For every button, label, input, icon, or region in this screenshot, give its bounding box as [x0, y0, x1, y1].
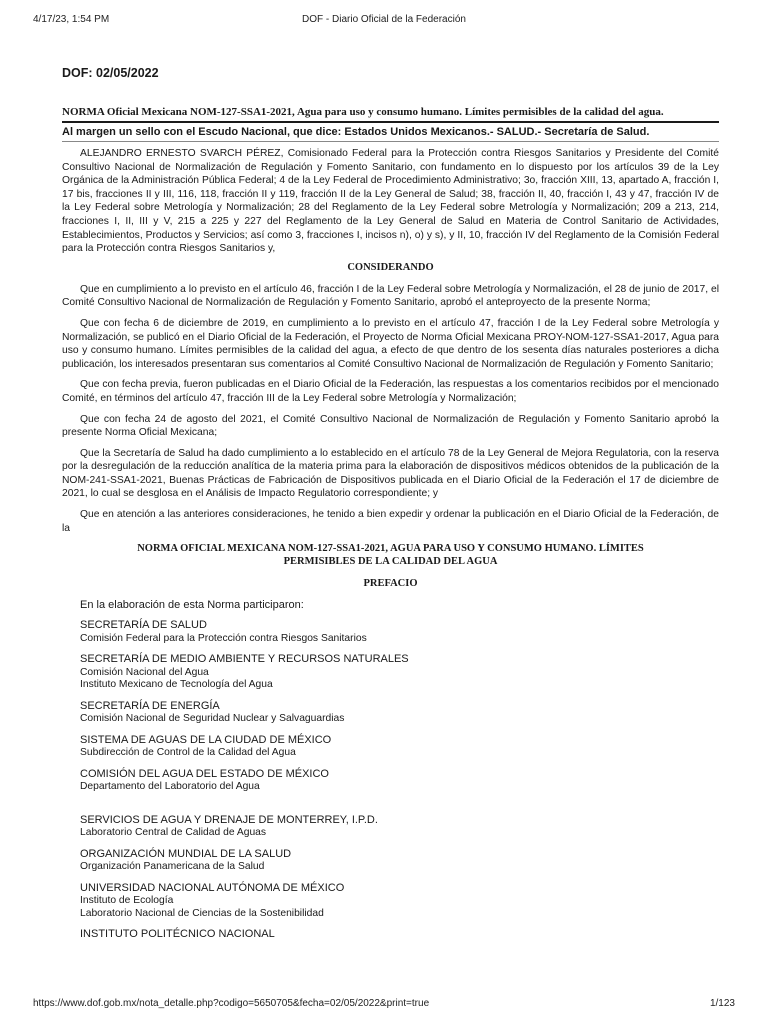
considerando-paragraph: Que la Secretaría de Salud ha dado cumplimiento a lo establecido en el artículo 78 de la Ley General de Mejora Regulatoria, con la reserva por la desregulación de la reducción analítica de la materia prima para la elaboración de dispositivos médicos obtenidos de la publicación de la NOM-241-SSA1-2021, Buenas Prácticas de Fabricación de Dispositivos publicada en el Diario Oficial de la Federación el 17 de diciembre de 2021, lo cual se desglosa en el Análisis de Impacto Regulatorio correspondiente; y [62, 447, 719, 500]
considerando-paragraph: Que con fecha previa, fueron publicadas en el Diario Oficial de la Federación, las respuestas a los comentarios recibidos por el mencionado Comité, en términos del artículo 47, fracción III de la Ley Federal sobre Metrología y Normalización; [62, 379, 719, 404]
participant-name: COMISIÓN DEL AGUA DEL ESTADO DE MÉXICO [80, 767, 329, 780]
norma-heading [62, 542, 719, 568]
participant-name: UNIVERSIDAD NACIONAL AUTÓNOMA DE MÉXICO [80, 881, 345, 894]
participant-entry [80, 768, 719, 794]
norma-heading-line: PERMISIBLES DE LA CALIDAD DEL AGUA [283, 556, 498, 568]
considerando-heading: CONSIDERANDO [347, 261, 434, 273]
participant-entry [80, 653, 719, 692]
prefacio-heading: PREFACIO [363, 578, 418, 590]
participant-name: INSTITUTO POLITÉCNICO NACIONAL [80, 928, 275, 941]
considerando-paragraph: Que en cumplimiento a lo previsto en el artículo 46, fracción I de la Ley Federal sobre Metrología y Normalización, el 28 de junio de 2017, el Comité Consultivo Nacional de Normalización de Regulación y Fomento Sanitario, aprobó el anteproyecto de la presente Norma; [62, 283, 719, 309]
participant-entry [80, 928, 719, 942]
page-url-link[interactable]: https://www.dof.gob.mx/nota_detalle.php?codigo=5650705&fecha=02/05/2022&print=true [33, 998, 430, 1009]
participant-sub: Subdirección de Control de la Calidad del Agua [80, 747, 296, 759]
print-footer [33, 998, 735, 1012]
participant-name: SECRETARÍA DE SALUD [80, 619, 207, 632]
participant-name: SISTEMA DE AGUAS DE LA CIUDAD DE MÉXICO [80, 733, 332, 746]
norma-heading-line: NORMA OFICIAL MEXICANA NOM-127-SSA1-2021, AGUA PARA USO Y CONSUMO HUMANO. LÍMITES [137, 543, 644, 555]
page-indicator: 1/123 [709, 998, 735, 1009]
print-page-title: DOF - Diario Oficial de la Federación [302, 14, 466, 25]
participant-entry [80, 700, 719, 726]
dof-date: DOF: 02/05/2022 [62, 66, 159, 80]
document-body [62, 66, 719, 950]
participant-sub: Comisión Nacional de Seguridad Nuclear y Salvaguardias [80, 713, 345, 725]
participant-sub: Instituto Mexicano de Tecnología del Agua [80, 679, 273, 691]
participant-name: SERVICIOS DE AGUA Y DRENAJE DE MONTERREY, I.P.D. [80, 813, 378, 826]
participant-sub: Laboratorio Central de Calidad de Aguas [80, 827, 267, 839]
participant-entry [80, 734, 719, 760]
participant-sub: Laboratorio Nacional de Ciencias de la Sostenibilidad [80, 907, 324, 919]
participant-sub: Comisión Nacional del Agua [80, 666, 209, 678]
print-header [33, 14, 735, 28]
participant-name: SECRETARÍA DE ENERGÍA [80, 699, 220, 712]
participant-sub: Comisión Federal para la Protección contra Riesgos Sanitarios [80, 632, 367, 644]
considerando-paragraph: Que con fecha 6 de diciembre de 2019, en cumplimiento a lo previsto en el artículo 47, fracción I de la Ley Federal sobre Metrología y Normalización, se publicó en el Diario Oficial de la Federación, el Proyecto de Norma Oficial Mexicana PROY-NOM-127-SSA1-2017, Agua para uso y consumo humano. Límites permisibles de la calidad del agua, a efecto de que dentro de los sesenta días naturales posteriores a dicha publicación, los interesados presentaran sus comentarios al Comité Consultivo Nacional de Normalización de Regulación y Fomento Sanitario; [62, 317, 719, 370]
participant-entry [80, 814, 719, 840]
participant-sub: Departamento del Laboratorio del Agua [80, 781, 260, 793]
norma-title: NORMA Oficial Mexicana NOM-127-SSA1-2021, Agua para uso y consumo humano. Límites permisibles de la calidad del agua. [62, 106, 719, 123]
participant-entry [80, 882, 719, 921]
participant-entry [80, 619, 719, 645]
intro-paragraph: ALEJANDRO ERNESTO SVARCH PÉREZ, Comisionado Federal para la Protección contra Riesgos Sanitarios y Presidente del Comité Consultivo Nacional de Normalización de Regulación y Fomento Sanitario, con fundamento en lo dispuesto por los artículos 39 de la Ley Orgánica de la Administración Pública Federal; 4 de la Ley Federal de Procedimiento Administrativo; 3o, fracción XIII, 13, apartado A, fracción I, 17 bis, fracciones II y III, 116, 118, fracción II y 119, fracción II de la Ley General de Salud; 38, fracción II, 40, fracción I, 43 y 47, fracción IV de la Ley Federal sobre Metrología y Normalización; 28 del Reglamento de la Ley Federal sobre Metrología y Normalización; 209 a 213, 214, fracciones I, II, III y V, 215 a 225 y 227 del Reglamento de la Ley General de Salud en Materia de Control Sanitario de Actividades, Establecimientos, Productos y Servicios; así como 3, fracciones I, incisos n), o) y s), y II, 10, fracción IV del Reglamento de la Comisión Federal para la Protección contra Riesgos Sanitarios y, [62, 148, 719, 255]
participant-entry [80, 848, 719, 874]
participant-sub: Instituto de Ecología [80, 895, 174, 907]
participant-name: ORGANIZACIÓN MUNDIAL DE LA SALUD [80, 847, 292, 860]
considerando-paragraph: Que en atención a las anteriores consideraciones, he tenido a bien expedir y ordenar la publicación en el Diario Oficial de la Federación, de la [62, 509, 719, 534]
margin-note: Al margen un sello con el Escudo Nacional, que dice: Estados Unidos Mexicanos.- SALUD.- Secretaría de Salud. [62, 123, 719, 142]
participant-name: SECRETARÍA DE MEDIO AMBIENTE Y RECURSOS NATURALES [80, 653, 409, 666]
participant-sub: Organización Panamericana de la Salud [80, 861, 265, 873]
considerando-paragraph: Que con fecha 24 de agosto del 2021, el Comité Consultivo Nacional de Normalización de Regulación y Fomento Sanitario aprobó la presente Norma Oficial Mexicana; [62, 413, 719, 439]
print-datetime: 4/17/23, 1:54 PM [33, 14, 110, 25]
participants-intro: En la elaboración de esta Norma participaron: [80, 599, 304, 612]
